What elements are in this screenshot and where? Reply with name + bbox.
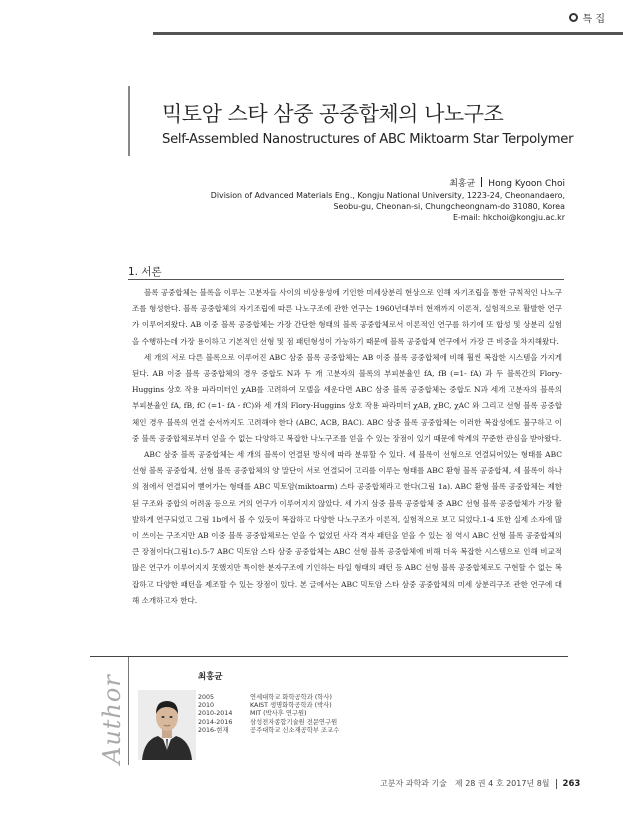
bio-row xyxy=(198,719,339,727)
bio-list xyxy=(198,694,339,735)
title-english: Self-Assembled Nanostructures of ABC Miktoarm Star Terpolymer xyxy=(162,132,574,147)
bio-text: MIT (박사후 연구원) xyxy=(250,710,307,718)
author-name-korean: 최홍균 xyxy=(449,179,476,189)
bio-year: 2005 xyxy=(198,694,215,701)
footer-separator xyxy=(556,779,557,789)
title-korean: 믹토암 스타 삼중 공중합체의 나노구조 xyxy=(162,102,504,126)
header-rule xyxy=(153,32,623,35)
bio-year: 2016-현재 xyxy=(198,726,229,734)
bio-row xyxy=(198,694,339,702)
bio-author-name: 최홍균 xyxy=(198,672,223,682)
author-line xyxy=(449,176,565,189)
bio-text: 삼성전자종합기술원 전문연구원 xyxy=(250,718,338,726)
portrait-image xyxy=(138,690,196,760)
author-email: E-mail: hkchoi@kongju.ac.kr xyxy=(452,213,565,222)
author-side-label: Author xyxy=(98,674,126,764)
paragraph: ABC 삼중 블록 공중합체는 세 개의 블록이 연결된 방식에 따라 분류할 수 있다. 세 블록이 선형으로 연결되어있는 형태를 ABC 선형 블록 공중합체, 선형 블록 공중합체의 양 말단이 서로 연결되어 고리를 이루는 형태를 ABC 환형 블록 공중합체, 세 블록이 하나의 점에서 연결되어 뻗어가는 형태를 ABC 믹토암(miktoarm) 스타 공중합체라고 한다(그림 1a). ABC 환형 블록 공중합체는 제한된 구조와 중합의 어려움 등으로 거의 연구가 이루어지지 않았다. 세 가지 삼중 블록 공중합체 중 ABC 선형 블록 공중합체가 가장 활발하게 연구되었고 그림 1b에서 볼 수 있듯이 복잡하고 다양한 나노구조가 이론적, 실험적으로 보고 되었다.1-4 또한 실제 소자에 많이 쓰이는 구조지만 AB 이중 블록 공중합체로는 얻을 수 없었던 사각 격자 패턴을 얻을 수 있는 점 역시 ABC 선형 블록 공중합체의 큰 장점이다(그림1c).5-7 ABC 믹토암 스타 삼중 공중합체는 ABC 선형 블록 공중합체에 비해 더욱 복잡한 시스템으로 인해 비교적 많은 연구가 이루어지지 못했지만 특이한 분자구조에 기인하는 타일 형태의 패턴 등 ABC 선형 블록 공중합체로도 구현할 수 없는 복잡하고 다양한 패턴을 제조할 수 있는 장점이 있다. 본 글에서는 ABC 믹토암 스타 삼중 공중합체의 미세 상분리구조 관한 연구에 대해 소개하고자 한다. xyxy=(132,450,562,605)
bio-text: 연세대학교 화학공학과 (학사) xyxy=(250,694,332,701)
section-rule xyxy=(128,279,564,280)
affiliation-line: Seobu-gu, Cheonan-si, Chungcheongnam-do 31080, Korea xyxy=(333,202,565,211)
body-text xyxy=(132,285,562,609)
affiliation-line: Division of Advanced Materials Eng., Kongju National University, 1223-24, Cheonandaero, xyxy=(210,191,565,200)
bio-year: 2010-2014 xyxy=(198,710,233,718)
author-photo xyxy=(138,690,196,760)
paragraph: 세 개의 서로 다른 블록으로 이루어진 ABC 삼중 블록 공중합체는 AB 이중 블록 공중합체에 비해 훨씬 복잡한 시스템을 가지게 된다. AB 이중 블록 공중합체의 경우 중합도 N과 두 개 고분자의 블록의 부피분율인 fA, fB (=1- fA) 과 두 블록간의 Flory-Huggins 상호 작용 파라미터인 χAB를 고려하여 모델을 세운다면 ABC 삼중 블록 공중합체는 중합도 N과 세개 고분자의 블록의 부피분율인 fA, fB, fC (=1- fA - fC)와 세 개의 Flory-Huggins 상호 작용 파라미터 χAB, χBC, χAC 와 그리고 선형 블록 공중합체인 경우 블록의 연결 순서까지도 고려해야 한다 (ABC, ACB, BAC). ABC 삼중 블록 공중합체는 이러한 복잡성에도 불구하고 이중 블록 공중합체로부터 얻을 수 없는 다양하고 복잡한 나노구조를 얻을 수 있는 장점이 있기 때문에 학계의 꾸준한 관심을 받아왔다. xyxy=(132,352,562,443)
author-separator xyxy=(481,177,482,187)
bio-text: KAIST 생명화학공학과 (박사) xyxy=(250,702,332,710)
bio-year: 2010 xyxy=(198,702,215,710)
page-number: 263 xyxy=(562,778,581,789)
bullet-circle-icon xyxy=(569,13,578,22)
title-accent-bar xyxy=(128,86,138,156)
issue-info: 제 28 권 4 호 2017년 8월 xyxy=(454,779,550,788)
section-heading: 1. 서론 xyxy=(128,266,162,278)
paragraph: 블록 공중합체는 블록을 이루는 고분자들 사이의 비상용성에 기인한 미세상분리 현상으로 인해 자기조립을 통한 규칙적인 나노구조를 형성한다. 블록 공중합체의 자기조립에 따른 나노구조에 관한 연구는 1960년대부터 현재까지 이론적, 실험적으로 활발한 연구가 이루어져왔다. AB 이중 블록 공중합체는 가장 간단한 형태의 블록 공중합체로서 이론적인 연구를 하기에 또 합성 및 상분리 실험을 수행하는데 가장 용이하고 기본적인 선형 및 점 패턴형성이 가능하기 때문에 블록 공중합체 연구에서 가장 큰 비중을 차지해왔다. xyxy=(132,288,562,346)
bio-row xyxy=(198,710,339,718)
section-tag xyxy=(569,10,606,25)
bio-text: 공주대학교 신소재공학부 조교수 xyxy=(250,726,340,734)
page-footer xyxy=(380,778,580,789)
section-tag-label: 특 집 xyxy=(582,14,605,25)
author-box-divider xyxy=(128,657,129,765)
bio-year: 2014-2016 xyxy=(198,718,233,726)
affiliation xyxy=(145,190,565,223)
author-name-english: Hong Kyoon Choi xyxy=(488,179,565,189)
bio-row xyxy=(198,727,339,735)
journal-name: 고분자 과학과 기술 xyxy=(380,779,447,788)
